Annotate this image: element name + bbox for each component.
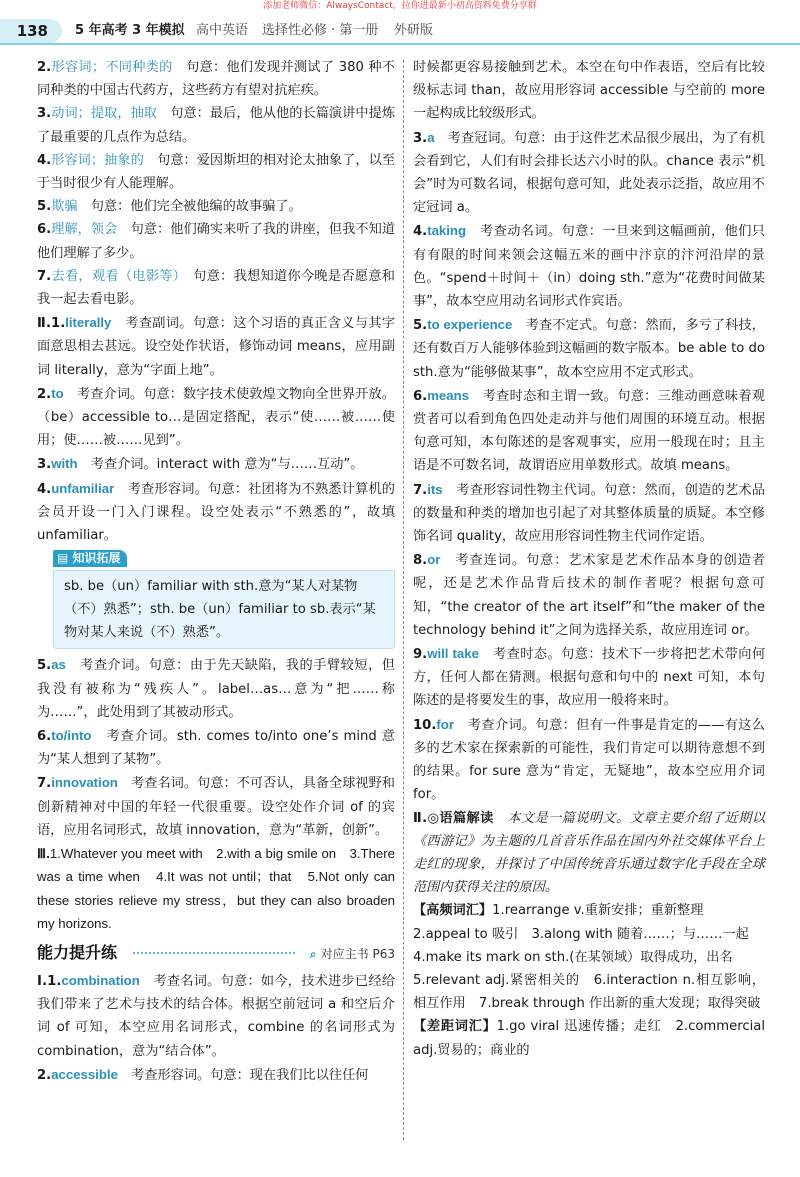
vocab-line: 4.make its mark on sth.(在某领域）取得成功，出名 — [413, 949, 733, 965]
answer-item: 6.理解，领会 句意：他们确实来听了我的讲座，但我不知道他们理解了多少。 — [37, 222, 396, 261]
page-header — [0, 17, 800, 45]
answer-item: 2.形容词；不同种类的 句意：他们发现并测试了 380 种不同种类的中国古代药方，这些药方有望对抗疟疾。 — [37, 60, 395, 99]
right-column — [413, 56, 765, 1062]
answer-item: Ⅲ.1.Whatever you meet with 2.with a big smile on 3.There was a time when 4.It was not until；that 5.Not only can these stories relieve my stress，but they can also broaden my horizons. — [37, 846, 395, 931]
answer-item: 6.to/into 考查介词。sth. comes to/into one’s mind 意为“某人想到了某物”。 — [37, 728, 395, 768]
answer-item: 8.or 考查连词。句意：艺术家是艺术作品本身的创造者呢，还是艺术作品背后技术的制作者呢？根据句意可知，“the creator of the art itself”和“the maker of the technology behind it”之间为选择关系，故应用连词 or。 — [413, 552, 765, 638]
dotted-rule — [133, 952, 295, 954]
knowledge-tip-label: ▤ 知识拓展 — [53, 550, 127, 567]
answer-item: 4.形容词；抽象的 句意：爱因斯坦的相对论太抽象了，以至于当时很少有人能理解。 — [37, 152, 396, 192]
answer-item: 5.to experience 考查不定式。句意：然而，多亏了科技，还有数百万人能够体验到这幅画的数字版本。be able to do sth.意为“能够做某事”，故本空应用不定式形式。 — [413, 317, 765, 380]
reading-analysis: Ⅱ.◎语篇解读 本文是一篇说明文。文章主要介绍了近期以《西游记》为主题的几首音乐作品在国内外社交媒体平台上走红的现象，并探讨了中国传统音乐通过数字化手段在全球范围内获得关注的原因。 — [413, 810, 766, 896]
subject-label: 高中英语 — [196, 23, 249, 38]
answer-item: 3.a 考查冠词。句意：由于这件艺术品很少展出，为了有机会看到它，人们有时会排长达六小时的队。chance 表示“机会”时为可数名词，根据句意可知，此处表示泛指，故应用不定冠词 a。 — [413, 129, 765, 216]
answer-item: 9.will take 考查时态。句意：技术下一步将把艺术带向何方，任何人都在猜测。根据句意和句中的 next 可知，本句陈述的是将要发生的事，故应用一般将来时。 — [413, 646, 766, 709]
answer-item: 7.its 考查形容词性物主代词。句意：然而，创造的艺术品的数量和种类的增加也引起了对其整体质量的质疑。本空修饰名词 quality，故应用形容词性物主代词作定语。 — [413, 481, 765, 545]
answer-item: 3.动词；提取，抽取 句意：最后，他从他的长篇演讲中提炼了最重要的几点作为总结。 — [37, 106, 396, 145]
answer-item: 3.with 考查介词。interact with 意为“与……互动”。 — [37, 456, 364, 473]
answer-item: 2.to 考查介词。句意：数字技术使敦煌文物向全世界开放。（be）accessible to…是固定搭配，表示“使……被……使用；使……被……见到”。 — [37, 385, 395, 449]
edition-label: 外研版 — [394, 23, 434, 38]
answer-item: Ⅱ.1.literally 考查副词。句意：这个习语的真正含义与其字面意思相去甚远。设空处作状语，修饰动词 means，应用副词 literally，意为“字面上地”。 — [37, 315, 395, 378]
answer-item: 6.means 考查时态和主谓一致。句意：三维动画意味着观赏者可以看到角色四处走动并与他们周围的环境互动。根据句意可知，本句陈述的是客观事实，应用一般现在时；且主语是不可数名词，故谓语应用单数形式。故填 means。 — [413, 387, 765, 474]
column-divider — [403, 60, 405, 1140]
answer-item: 5.欺骗 句意：他们完全被他编的故事骗了。 — [37, 199, 302, 215]
vocab-line: 5.relevant adj.紧密相关的 6.interaction n.相互影响，相互作用 7.break through 作出新的重大发现；取得突破 — [413, 972, 765, 1012]
vocab-line: 2.appeal to 吸引 3.along with 随着……；与……一起 — [413, 926, 749, 942]
answer-item: 10.for 考查介词。句意：但有一件事是肯定的——有这么多的艺术家在探索新的可能性，我们肯定可以期待意想不到的结果。for sure 意为“肯定，无疑地”，故本空应用介词 for。 — [413, 716, 765, 803]
answer-item: 5.as 考查介词。句意：由于先天缺陷，我的手臂较短，但我没有被称为“残疾人”。label…as…意为“把……称为……”，此处用到了其被动形式。 — [37, 657, 395, 720]
answer-item: 7.去看，观看（电影等） 句意：我想知道你今晚是否愿意和我一起去看电影。 — [37, 268, 395, 308]
page-reference: ⌕ 对应主书 P63 — [309, 946, 395, 961]
ability-title: 能力提升练 — [37, 942, 118, 962]
book-icon: ▤ — [57, 551, 73, 566]
answer-item: 4.taking 考查动名词。句意：一旦来到这幅画前，他们只有有限的时间来领会这幅五米的画中汴京的汴河沿岸的景色。“spend＋时间＋（in）doing sth.”意为“花费时间做某事”，故本空应用动名词形式作宾语。 — [413, 223, 765, 310]
header-divider — [0, 43, 800, 45]
answer-item: 2.accessible 考查形容词。句意：现在我们比以往任何 — [37, 1066, 369, 1083]
page-number-badge: 138 — [0, 19, 62, 43]
left-column — [37, 56, 395, 1087]
answer-item: 4.unfamiliar 考查形容词。句意：社团将为不熟悉计算机的会员开设一门入门课程。设空处表示“不熟悉的”，故填 unfamiliar。 — [37, 480, 395, 544]
answer-item: Ⅰ.1.combination 考查名词。句意：如今，技术进步已经给我们带来了艺术与技术的结合体。根据空前冠词 a 和空后介词 of 可知，本空应用名词形式，combine 的名词形式为 combination，意为“结合体”。 — [37, 972, 396, 1059]
volume-label: 选择性必修 · 第一册 — [262, 23, 379, 38]
gap-vocab: 【差距词汇】1.go viral 迅速传播；走红 2.commercial adj.贸易的；商业的 — [413, 1019, 765, 1058]
answer-continuation: 时候都更容易接触到艺术。本空在句中作表语，空后有比较级标志词 than，故应用形容词 accessible 与空前的 more 一起构成比较级形式。 — [413, 60, 765, 122]
answer-item: 7.innovation 考查名词。句意：不可否认，具备全球视野和创新精神对中国的年轻一代很重要。设空处作介词 of 的宾语，应用名词形式，故填 innovation，意为“革新，创新”。 — [37, 775, 395, 838]
knowledge-tip-box: sb. be（un）familiar with sth.意为“某人对某物（不）熟悉”；sth. be（un）familiar to sb.表示“某物对某人来说（不）熟悉”。 — [53, 570, 395, 649]
high-frequency-vocab: 【高频词汇】1.rearrange v.重新安排；重新整理 — [413, 903, 704, 919]
book-title: 5 年高考 3 年模拟 — [75, 23, 185, 38]
ability-section-header — [37, 939, 395, 967]
magnifier-icon: ⌕ — [309, 946, 321, 961]
watermark-text: 添加老师微信：AlwaysContact，拉你进最新小初高资料免费分享群 — [263, 1, 537, 11]
